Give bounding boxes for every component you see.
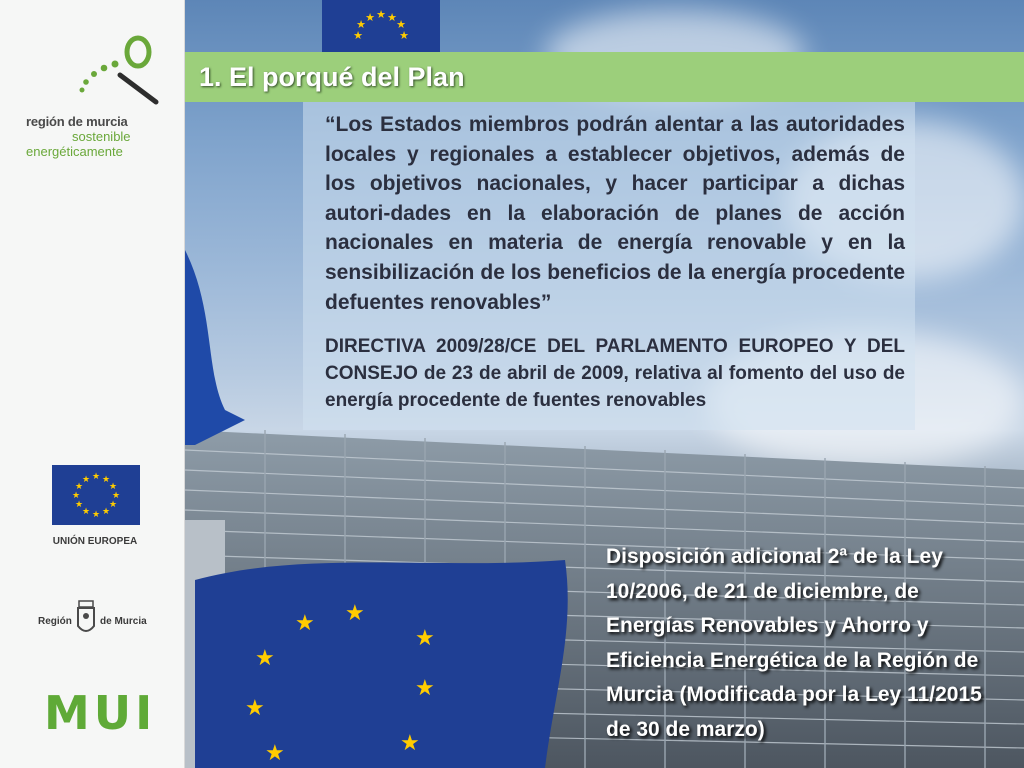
brand-line-1: región de murcia: [26, 114, 128, 129]
murcia-logo-left-text: Región: [38, 616, 72, 627]
svg-text:★: ★: [101, 475, 111, 485]
svg-text:★: ★: [387, 11, 397, 24]
slide-title: 1. El porqué del Plan: [199, 62, 465, 92]
svg-text:★: ★: [81, 507, 91, 517]
slide-main: [185, 0, 1024, 768]
svg-text:★: ★: [108, 482, 118, 492]
svg-text:★: ★: [356, 18, 366, 31]
directive-quote: “Los Estados miembros podrán alentar a las autoridades locales y regionales a establecer objetivos, además de los objetivos nacionales, y hacer participar a dichas autori-dades en la elaboración de planes de acción nacionales en materia de energía renovable y en la sensibilización de los beneficios de la energía procedente defuentes renovables”: [325, 113, 905, 314]
svg-text:★: ★: [365, 11, 375, 24]
svg-text:★: ★: [108, 500, 118, 510]
disposicion-adicional-text: Disposición adicional 2ª de la Ley 10/2006, de 21 de diciembre, de Energías Renovables y Ahorro y Eficiencia Energética de la Región de Murcia (Modificada por la Ley 11/2015 de 30 de marzo): [606, 545, 982, 741]
svg-text:★: ★: [74, 500, 84, 510]
svg-text:★: ★: [265, 741, 285, 766]
flag-edge-decoration: [185, 250, 255, 450]
svg-text:★: ★: [415, 626, 435, 651]
eu-flag-top-icon: [322, 0, 440, 52]
svg-text:★: ★: [111, 491, 121, 501]
title-bar: [185, 52, 1024, 102]
svg-text:★: ★: [376, 8, 386, 21]
brand-line-2: sostenible: [72, 129, 131, 144]
svg-text:★: ★: [295, 611, 315, 636]
svg-text:★: ★: [400, 731, 420, 756]
svg-text:★: ★: [415, 676, 435, 701]
svg-text:★: ★: [353, 29, 363, 42]
region-murcia-logo-icon: [38, 598, 154, 644]
svg-text:★: ★: [81, 475, 91, 485]
svg-text:★: ★: [71, 491, 81, 501]
murcia-logo-right-text: de Murcia: [100, 616, 147, 627]
svg-text:★: ★: [255, 646, 275, 671]
svg-text:★: ★: [345, 601, 365, 626]
svg-text:★: ★: [74, 482, 84, 492]
eu-flag-icon: [52, 465, 140, 525]
brand-sidebar: [0, 0, 185, 768]
mui-logo: MUI: [44, 686, 157, 740]
svg-text:★: ★: [91, 510, 101, 520]
svg-text:★: ★: [245, 696, 265, 721]
svg-text:★: ★: [101, 507, 111, 517]
svg-text:★: ★: [91, 472, 101, 482]
brand-text: [26, 114, 131, 159]
brand-line-3: energéticamente: [26, 144, 123, 159]
directive-reference: DIRECTIVA 2009/28/CE DEL PARLAMENTO EUROPEO Y DEL CONSEJO de 23 de abril de 2009, relativa al fomento del uso de energía procedente de fuentes renovables: [325, 336, 905, 411]
murcia-sostenible-logo-icon: [70, 30, 170, 110]
svg-text:★: ★: [399, 29, 409, 42]
svg-text:★: ★: [396, 18, 406, 31]
eu-label: UNIÓN EUROPEA: [52, 536, 138, 547]
